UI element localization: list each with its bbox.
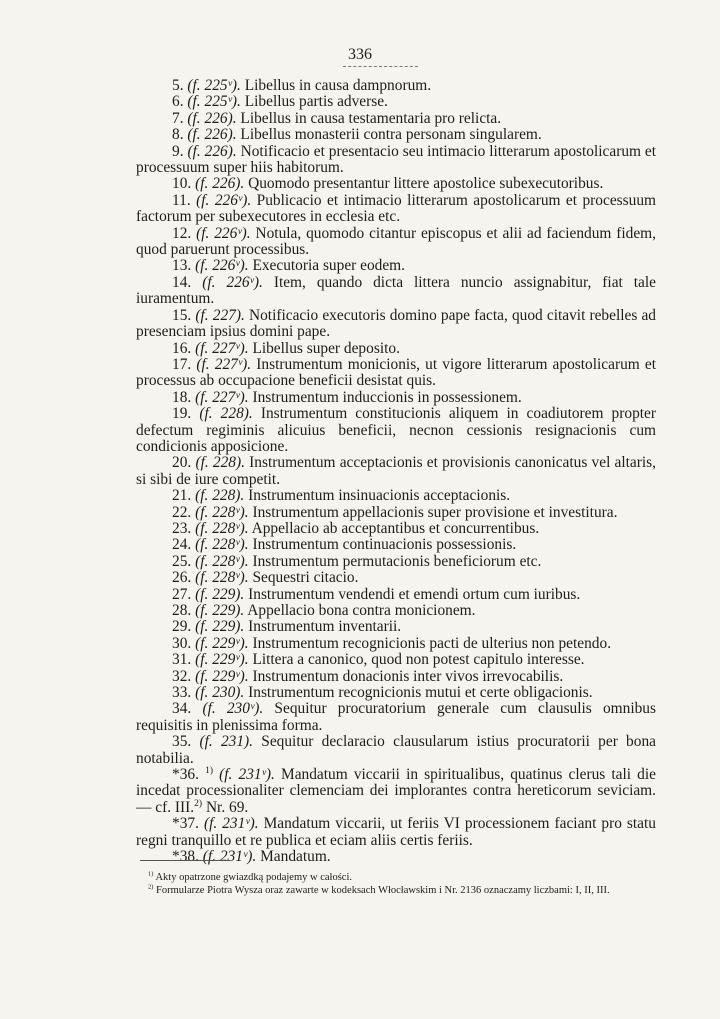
entry-text: Instrumentum induccionis in possessionem. xyxy=(252,388,522,406)
list-item xyxy=(136,406,656,455)
folio-reference: (f. 227ᵛ). xyxy=(196,355,252,373)
folio-reference: (f. 226ᵛ). xyxy=(196,224,251,242)
footnote-mark: 2) xyxy=(148,883,154,890)
folio-reference: (f. 228ᵛ). xyxy=(195,552,249,570)
folio-reference: (f. 226ᵛ). xyxy=(195,257,249,275)
folio-reference: (f. 228). xyxy=(199,405,253,423)
list-item xyxy=(136,734,656,767)
list-item xyxy=(136,505,656,521)
folio-reference: (f. 229). xyxy=(195,585,245,603)
folio-reference: (f. 229ᵛ). xyxy=(195,667,249,685)
list-item xyxy=(136,537,656,553)
entry-text: Instrumentum appellacionis super provisione et investitura. xyxy=(252,503,618,521)
folio-reference: (f. 229ᵛ). xyxy=(195,634,249,652)
entry-number: 8. xyxy=(172,126,184,144)
entry-number: 9. xyxy=(172,142,184,160)
entry-number: 14. xyxy=(172,273,192,291)
entry-text: Instrumentum monicionis, ut vigore litterarum apostolicarum et processus ab occupacione beneficii desistat quis. xyxy=(136,355,656,390)
entry-number: 24. xyxy=(172,536,192,554)
list-item xyxy=(136,554,656,570)
entry-text: Instrumentum inventarii. xyxy=(248,618,402,636)
entry-number: 31. xyxy=(172,651,192,669)
entry-number: 19. xyxy=(172,405,192,423)
footnote-separator xyxy=(140,860,230,861)
entry-number: 21. xyxy=(172,487,192,505)
entry-text: Sequitur procuratorium generale cum clausulis omnibus requisitis in plenissima forma. xyxy=(136,700,656,734)
folio-reference: (f. 225ᵛ). xyxy=(187,93,241,111)
entry-number: 15. xyxy=(172,306,192,324)
folio-reference: (f. 229). xyxy=(195,618,245,636)
folio-reference: (f. 228ᵛ). xyxy=(195,536,249,554)
list-item xyxy=(136,258,656,274)
list-item xyxy=(136,390,656,406)
entry-number: 25. xyxy=(172,552,192,570)
list-item xyxy=(136,488,656,504)
folio-reference: (f. 226). xyxy=(187,126,237,144)
list-item xyxy=(136,764,656,816)
folio-reference: (f. 226ᵛ). xyxy=(196,191,252,209)
folio-reference: (f. 229). xyxy=(195,602,245,619)
entry-number: 10. xyxy=(172,175,192,193)
list-item xyxy=(136,308,656,341)
list-item xyxy=(136,226,656,259)
entry-number: 28. xyxy=(172,602,192,619)
entry-list xyxy=(136,78,656,866)
list-item xyxy=(136,570,656,586)
folio-reference: (f. 228). xyxy=(195,454,245,472)
footnote-text: Akty opatrzone gwiazdką podajemy w całości. xyxy=(155,872,352,883)
folio-reference: (f. 231). xyxy=(199,733,254,751)
folio-reference: (f. 227). xyxy=(195,306,245,324)
folio-reference: (f. 227ᵛ). xyxy=(195,388,249,406)
folio-reference: (f. 228ᵛ). xyxy=(195,569,249,587)
entry-number: 32. xyxy=(172,667,192,685)
entry-number: 29. xyxy=(172,618,192,636)
entry-number: 11. xyxy=(172,191,191,209)
footnote-text: Formularze Piotra Wysza oraz zawarte w kodeksach Włocławskim i Nr. 2136 oznaczamy liczbami: I, II, III. xyxy=(156,884,610,896)
list-item xyxy=(136,669,656,685)
footnote-mark: 1) xyxy=(148,870,154,878)
footnote xyxy=(136,872,656,885)
list-item xyxy=(136,176,656,192)
entry-text: Instrumentum permutacionis beneficiorum etc. xyxy=(252,552,542,570)
list-item xyxy=(136,111,656,127)
entry-text: Notificacio et presentacio seu intimacio litterarum apostolicarum et processuum super hiis habitorum. xyxy=(136,142,657,177)
folio-reference: (f. 225ᵛ). xyxy=(187,77,241,94)
entry-text: Littera a canonico, quod non potest capitulo interesse. xyxy=(252,651,585,669)
entry-text: Libellus monasterii contra personam singularem. xyxy=(240,126,542,144)
entry-number: *36. xyxy=(172,766,199,784)
entry-text: Quomodo presentantur littere apostolice subexecutoribus. xyxy=(248,175,604,193)
entry-text: Notificacio executoris domino pape facta, quod citavit rebelles ad presenciam ipsius domini pape. xyxy=(136,306,656,341)
list-item xyxy=(136,849,656,865)
list-item xyxy=(136,275,656,308)
list-item xyxy=(136,652,656,668)
folio-reference: (f. 226ᵛ). xyxy=(202,273,263,291)
list-item xyxy=(136,701,656,734)
entry-text: Instrumentum donacionis inter vivos irrevocabilis. xyxy=(252,667,564,685)
entry-text: Libellus partis adverse. xyxy=(244,93,388,111)
folio-reference: (f. 230ᵛ). xyxy=(202,700,264,718)
entry-text: Instrumentum constitucionis aliquem in coadiutorem propter defectum regiminis alicuius beneficii, necnon cessionis resignacionis cum condicionis apposicione. xyxy=(136,405,656,455)
footnote xyxy=(136,885,656,898)
entry-number: 7. xyxy=(172,109,184,127)
entry-text: Instrumentum recognicionis pacti de ulterius non petendo. xyxy=(252,634,612,652)
entry-text: Instrumentum recognicionis mutui et certe obligacionis. xyxy=(248,684,593,702)
entry-number: 12. xyxy=(172,224,192,242)
entry-number: *37. xyxy=(172,815,199,833)
list-item xyxy=(136,521,656,537)
folio-reference: (f. 228). xyxy=(195,487,245,505)
page-number-rule xyxy=(343,66,418,67)
list-item xyxy=(136,603,656,619)
folio-reference: (f. 227ᵛ). xyxy=(195,339,249,357)
list-item xyxy=(136,619,656,635)
list-item xyxy=(136,193,656,226)
list-item xyxy=(136,587,656,603)
entry-text: Appellacio ab acceptantibus et concurrentibus. xyxy=(251,519,540,537)
entry-number: 17. xyxy=(172,355,192,373)
list-item xyxy=(136,685,656,701)
entry-text: Libellus super deposito. xyxy=(252,339,400,357)
entry-number: 34. xyxy=(172,700,192,718)
entry-text: Notula, quomodo citantur episcopus et alii ad faciendum fidem, quod paruerunt processibus. xyxy=(136,224,656,259)
entry-text-tail: Nr. 69. xyxy=(205,798,249,816)
folio-reference: (f. 231ᵛ). xyxy=(202,848,257,866)
folio-reference: (f. 226). xyxy=(187,109,237,127)
list-item xyxy=(136,78,656,94)
entry-number: 35. xyxy=(172,733,192,751)
folio-reference: (f. 229ᵛ). xyxy=(195,651,249,669)
list-item xyxy=(136,94,656,110)
entry-text: Instrumentum insinuacionis acceptacionis. xyxy=(248,487,511,505)
entry-text: Instrumentum continuacionis possessionis. xyxy=(252,536,517,554)
entry-number: 30. xyxy=(172,634,192,652)
entry-text: Appellacio bona contra monicionem. xyxy=(247,602,476,619)
footnote-marker: 2) xyxy=(194,797,203,809)
entry-number: 6. xyxy=(172,93,184,111)
entry-text: Executoria super eodem. xyxy=(252,257,405,275)
entry-text: Libellus in causa dampnorum. xyxy=(244,77,432,94)
entry-number: 23. xyxy=(172,519,192,537)
list-item xyxy=(136,816,656,849)
entry-text: Sequitur declaracio clausularum istius procuratorii per bona notabilia. xyxy=(136,733,656,767)
entry-text: Publicacio et intimacio litterarum apostolicarum et processuum factorum per subexecutores in ecclesia etc. xyxy=(136,191,656,226)
footnote-marker: 1) xyxy=(205,764,214,776)
entry-text: Item, quando dicta littera nuncio assignabitur, fiat tale iuramentum. xyxy=(136,273,656,308)
entry-text: Instrumentum acceptacionis et provisionis canonicatus vel altaris, si sibi de iure competit. xyxy=(136,454,656,488)
entry-text: Sequestri citacio. xyxy=(252,569,359,587)
list-item xyxy=(136,341,656,357)
entry-text: Mandatum viccarii in spiritualibus, quatinus clerus tali die incedat processionaliter clemenciam dei implorantes contra hereticorum seviciam. — cf. III. xyxy=(136,766,656,816)
entry-number: 18. xyxy=(172,388,192,406)
folio-reference: (f. 228ᵛ). xyxy=(195,519,249,537)
entry-text: Mandatum viccarii, ut feriis VI processionem faciant pro statu regni tranquillo et re publica et eciam aliis certis feriis. xyxy=(136,815,656,849)
folio-reference: (f. 231ᵛ). xyxy=(203,815,259,833)
entry-text: Libellus in causa testamentaria pro relicta. xyxy=(240,109,502,127)
entry-number: 26. xyxy=(172,569,192,587)
entry-number: 20. xyxy=(172,454,192,472)
entry-text: Mandatum. xyxy=(260,848,331,866)
list-item xyxy=(136,357,656,390)
entry-number: *38. xyxy=(172,848,199,866)
footnotes xyxy=(136,872,656,897)
list-item xyxy=(136,636,656,652)
entry-text: Instrumentum vendendi et emendi ortum cum iuribus. xyxy=(248,585,581,603)
entry-number: 27. xyxy=(172,585,192,603)
list-item xyxy=(136,455,656,488)
entry-number: 13. xyxy=(172,257,192,275)
folio-reference: (f. 231ᵛ). xyxy=(219,766,275,784)
folio-reference: (f. 226). xyxy=(187,142,237,160)
entry-number: 5. xyxy=(172,77,184,94)
list-item xyxy=(136,144,656,177)
entry-number: 22. xyxy=(172,503,192,521)
folio-reference: (f. 230). xyxy=(195,684,245,702)
entry-number: 33. xyxy=(172,684,192,702)
folio-reference: (f. 228ᵛ). xyxy=(195,503,249,521)
page-number: 336 xyxy=(348,46,372,63)
list-item xyxy=(136,127,656,143)
entry-number: 16. xyxy=(172,339,192,357)
folio-reference: (f. 226). xyxy=(195,175,245,193)
